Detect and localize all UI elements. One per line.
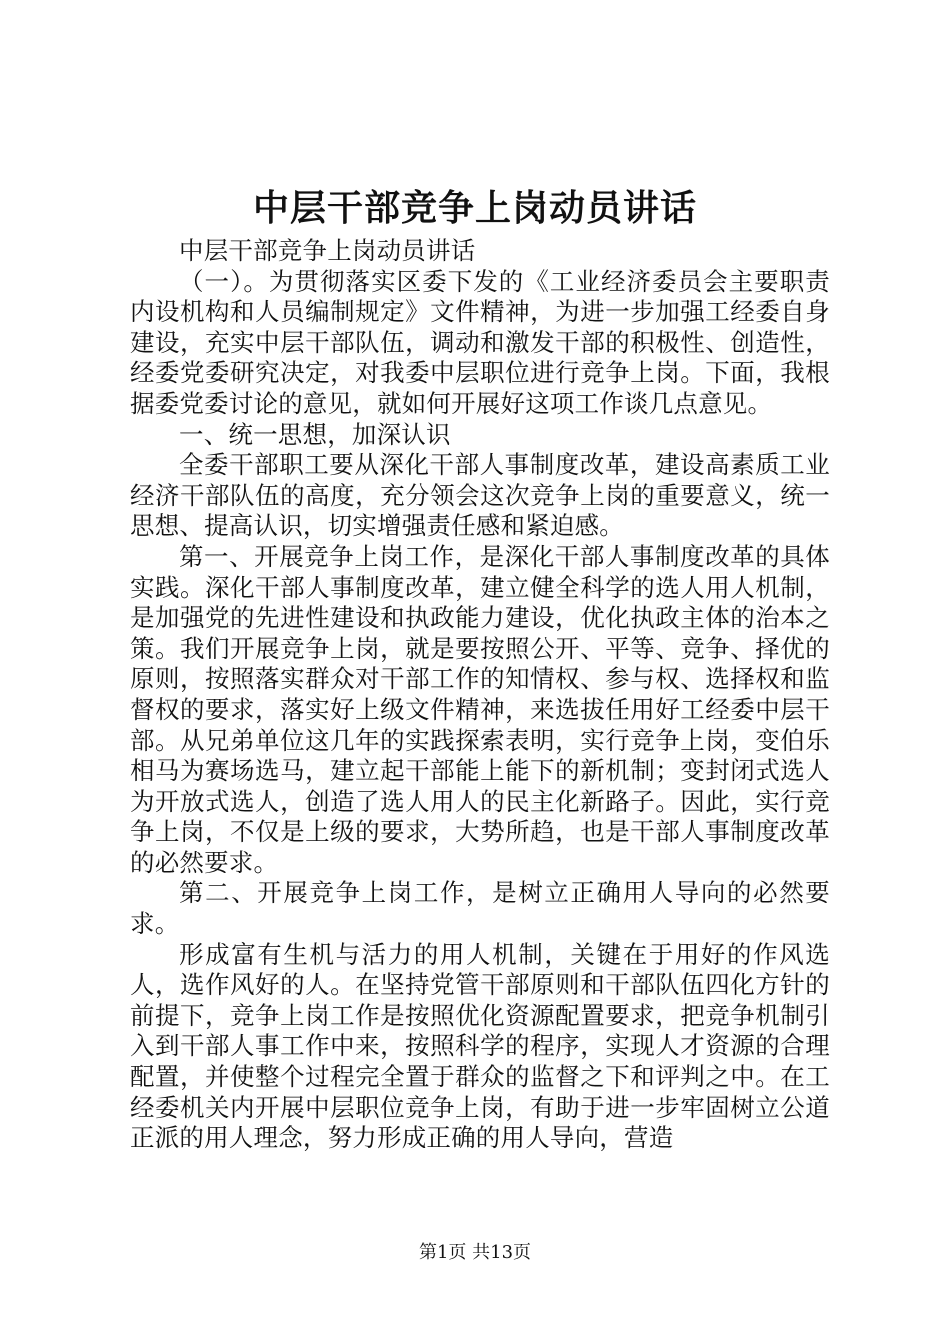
paragraph-subtitle: 中层干部竞争上岗动员讲话 [179, 236, 476, 265]
paragraph: 全委干部职工要从深化干部人事制度改革，建设高素质工业经济干部队伍的高度，充分领会这次竞争上岗的重要意义，统一思想、提高认识，切实增强责任感和紧迫感。 [130, 450, 830, 541]
paragraph: 形成富有生机与活力的用人机制，关键在于用好的作风选人，选作风好的人。在坚持党管干部原则和干部队伍四化方针的前提下，竞争上岗工作是按照优化资源配置要求，把竞争机制引入到干部人事工作中来，按照科学的程序，实现人才资源的合理配置，并使整个过程完全置于群众的监督之下和评判之中。在工经委机关内开展中层职位竞争上岗，有助于进一步牢固树立公道正派的用人理念，努力形成正确的用人导向，营造 [130, 939, 830, 1153]
document-body [130, 236, 830, 1154]
page-footer: 第1页 共13页 [418, 1242, 532, 1263]
paragraph-intro: （一）。为贯彻落实区委下发的《工业经济委员会主要职责内设机构和人员编制规定》文件精神，为进一步加强工经委自身建设，充实中层干部队伍，调动和激发干部的积极性、创造性，经委党委研究决定，对我委中层职位进行竞争上岗。下面，我根据委党委讨论的意见，就如何开展好这项工作谈几点意见。 [130, 266, 830, 418]
paragraph: 第一、开展竞争上岗工作，是深化干部人事制度改革的具体实践。深化干部人事制度改革，建立健全科学的选人用人机制，是加强党的先进性建设和执政能力建设，优化执政主体的治本之策。我们开展竞争上岗，就是要按照公开、平等、竞争、择优的原则，按照落实群众对干部工作的知情权、参与权、选择权和监督权的要求，落实好上级文件精神，来选拔任用好工经委中层干部。从兄弟单位这几年的实践探索表明，实行竞争上岗，变伯乐相马为赛场选马，建立起干部能上能下的新机制；变封闭式选人为开放式选人，创造了选人用人的民主化新路子。因此，实行竞争上岗，不仅是上级的要求，大势所趋，也是干部人事制度改革的必然要求。 [130, 541, 830, 877]
section-heading: 一、统一思想，加深认识 [179, 419, 451, 449]
paragraph: 第二、开展竞争上岗工作，是树立正确用人导向的必然要求。 [130, 878, 830, 939]
document-title: 中层干部竞争上岗动员讲话 [252, 187, 697, 229]
